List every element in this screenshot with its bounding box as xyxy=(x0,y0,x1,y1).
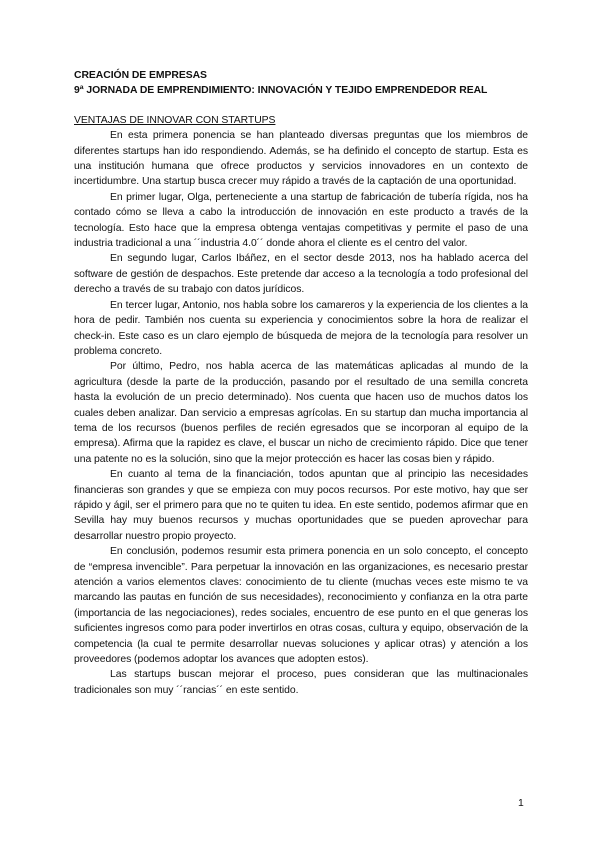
paragraph-carlos: En segundo lugar, Carlos Ibáñez, en el sector desde 2013, nos ha hablado acerca del software de gestión de despachos. Este pretende dar acceso a la tecnología a todo profesional del derecho a través de su trabajo con datos jurídicos. xyxy=(74,253,528,296)
paragraph-conclusion: En conclusión, podemos resumir esta primera ponencia en un solo concepto, el concepto de “empresa invencible”. Para perpetuar la innovación en las organizaciones, es necesario prestar atención a varios elementos claves: conocimiento de tu cliente (muchas veces este mismo te va marcando las pautas en función de sus necesidades), reconocimiento y confianza en la otra parte (importancia de las negociaciones), redes sociales, encuentro de ese punto en el que generas los suficientes ingresos como para poder invertirlos en otras cosas, cultura y equipo, observación de la competencia (la cual te permite desarrollar nuevas soluciones y aplicar otras) y atención a los proveedores (podemos adoptar los avances que adopten estos). xyxy=(74,546,528,666)
paragraph-intro: En esta primera ponencia se han planteado diversas preguntas que los miembros de diferentes startups han ido respondiendo. Además, se ha definido el concepto de startup. Esta es una institución humana que ofrece productos y servicios innovadores en un contexto de incertidumbre. Una startup busca crecer muy rápido a través de la captación de una oportunidad. xyxy=(74,130,528,188)
document-body xyxy=(74,68,528,698)
paragraph-financiacion: En cuanto al tema de la financiación, todos apuntan que al principio las necesidades financieras son grandes y que se empieza con muy pocos recursos. Por este motivo, hay que ser rápido y ágil, ser el primero para que no te quiten tu idea. En este sentido, podemos afirmar que en Sevilla hay muy buenos recursos y muchas oportunidades que se pueden aprovechar para desarrollar nuestro propio proyecto. xyxy=(74,469,528,542)
document-subtitle: 9ª JORNADA DE EMPRENDIMIENTO: INNOVACIÓN Y TEJIDO EMPRENDEDOR REAL xyxy=(74,85,488,97)
title-spacer xyxy=(74,99,528,113)
paragraph-pedro: Por último, Pedro, nos habla acerca de las matemáticas aplicadas al mundo de la agricultura (desde la parte de la producción, pasando por el resultado de una semilla concreta hasta la evolución de un precio determinado). Nos cuenta que hacen uso de muchos datos los cuales deben analizar. Dan servicio a empresas agrícolas. En su startup dan mucha importancia al tema de los recursos (buenos perfiles de recién egresados que se incorporan al equipo de la empresa). Afirma que la rapidez es clave, el buscar un nicho de crecimiento rápido. Dice que tener una patente no es la solución, sino que la mejor protección es hacer las cosas bien y rápido. xyxy=(74,361,528,465)
section-title: VENTAJAS DE INNOVAR CON STARTUPS xyxy=(74,114,276,126)
page-number: 1 xyxy=(518,798,524,809)
paragraph-closing: Las startups buscan mejorar el proceso, pues consideran que las multinacionales tradicionales son muy ´´rancias´´ en este sentido. xyxy=(74,669,528,696)
paragraph-antonio: En tercer lugar, Antonio, nos habla sobre los camareros y la experiencia de los clientes a la hora de pedir. También nos cuenta su experiencia y conocimientos sobre la hora de realizar el check-in. Este caso es un claro ejemplo de búsqueda de mejora de la tecnología para resolver un problema concreto. xyxy=(74,299,528,357)
document-title: CREACIÓN DE EMPRESAS xyxy=(74,70,207,81)
paragraph-olga: En primer lugar, Olga, perteneciente a una startup de fabricación de tubería rígida, nos ha contado cómo se lleva a cabo la introducción de innovación en este producto a través de la tecnología. Esto hace que la empresa obtenga ventajas competitivas y permite el paso de una industria tradicional a una ´´industria 4.0´´ donde ahora el cliente es el centro del valor. xyxy=(74,191,528,250)
